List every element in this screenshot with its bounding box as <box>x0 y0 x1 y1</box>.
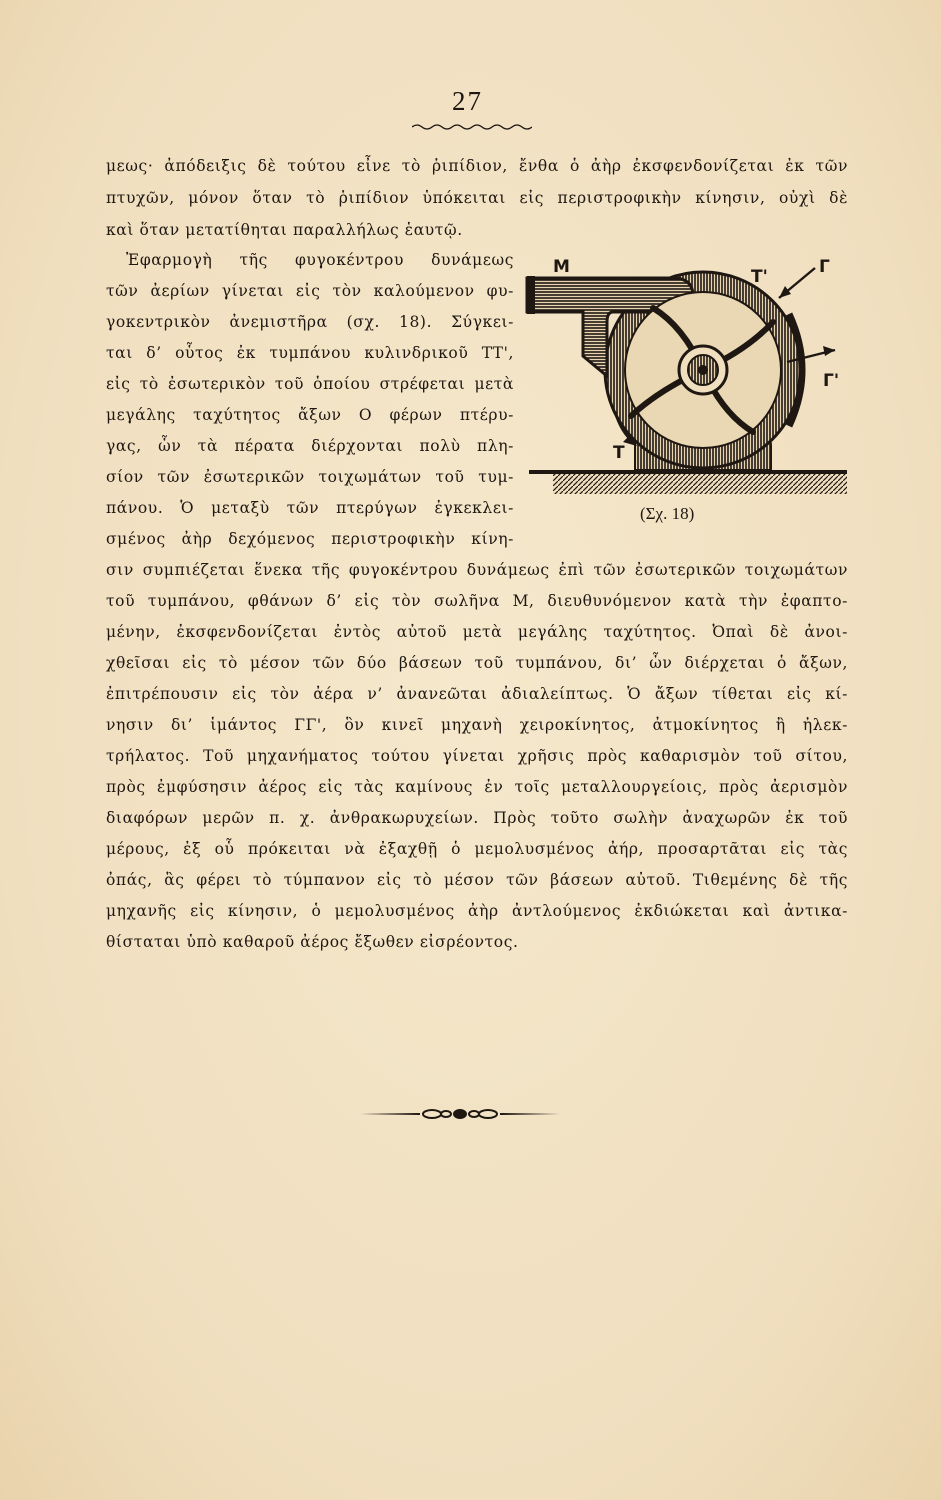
text-line: εἰς τὸ ἐσωτερικὸν τοῦ ὁποίου στρέφεται μετὰ <box>106 375 514 393</box>
text-line: μέρους, ἐξ οὗ πρόκειται νὰ ἐξαχθῇ ὁ μεμολυσμένος ἀήρ, προσαρτᾶται εἰς τὰς <box>106 840 848 858</box>
header-wavy-rule <box>412 122 532 132</box>
text-line: σμένος ἀὴρ δεχόμενος περιστροφικὴν κίνη- <box>106 530 514 548</box>
text-line: ὀπάς, ἃς φέρει τὸ τύμπανον εἰς τὸ μέσον τῶν βάσεων αὐτοῦ. Τιθεμένης δὲ τῆς <box>106 871 848 889</box>
text-line: μεγάλης ταχύτητος ἄξων Ο φέρων πτέρυ- <box>106 406 514 424</box>
text-line: τρήλατος. Τοῦ μηχανήματος τούτου γίνεται χρῆσις πρὸς καθαρισμὸν τοῦ σίτου, <box>106 747 848 765</box>
ornament-divider-icon <box>360 1104 560 1124</box>
page-number: 27 <box>452 86 483 116</box>
figure-caption: (Σχ. 18) <box>640 504 695 523</box>
text-line: τῶν ἀερίων γίνεται εἰς τὸν καλούμενον φυ- <box>106 282 514 300</box>
text-line: Ἐφαρμογὴ τῆς φυγοκέντρου δυνάμεως <box>126 251 514 269</box>
text-line: διαφόρων μερῶν π. χ. ἀνθρακωρυχείων. Πρὸς τοῦτο σωλὴν ἀναχωρῶν ἐκ τοῦ <box>106 809 848 827</box>
text-line: γοκεντρικὸν ἀνεμιστῆρα (σχ. 18). Σύγκει- <box>106 313 514 331</box>
text-line: σιν συμπιέζεται ἕνεκα τῆς φυγοκέντρου δυνάμεως ἐπὶ τῶν ἐσωτερικῶν τοιχωμάτων <box>106 561 848 579</box>
text-line: νησιν δι’ ἱμάντος ΓΓ', ὃν κινεῖ μηχανὴ χειροκίνητος, ἀτμοκίνητος ἢ ἠλεκ- <box>106 716 848 734</box>
text-line: θίσταται ὑπὸ καθαροῦ ἀέρος ἔξωθεν εἰσρέοντος. <box>106 933 519 951</box>
text-line: τοῦ τυμπάνου, φθάνων δ’ εἰς τὸν σωλῆνα Μ, διευθυνόμενον κατὰ τὴν ἐφαπτο- <box>106 592 848 610</box>
text-line: μένην, ἐκσφενδονίζεται ἐντὸς αὐτοῦ μετὰ μεγάλης ταχύτητος. Ὀπαὶ δὲ ἀνοι- <box>106 623 848 641</box>
text-line: χθεῖσαι εἰς τὸ μέσον τῶν δύο βάσεων τοῦ τυμπάνου, δι’ ὧν διέρχεται ὁ ἄξων, <box>106 654 848 672</box>
figure-label-m: M <box>553 257 570 277</box>
figure-label-t-prime: T' <box>751 267 768 287</box>
centrifugal-fan-figure <box>523 246 853 496</box>
figure-label-t: T <box>613 443 625 463</box>
text-line: γας, ὧν τὰ πέρατα διέρχονται πολὺ πλη- <box>106 437 514 455</box>
text-line: μεως· ἀπόδειξις δὲ τούτου εἶνε τὸ ῥιπίδιον, ἔνθα ὁ ἀὴρ ἐκσφενδονίζεται ἐκ τῶν <box>106 157 848 175</box>
text-line: ἐπιτρέπουσιν εἰς τὸν ἀέρα ν’ ἀνανεῶται ἀδιαλείπτως. Ὁ ἄξων τίθεται εἰς κί- <box>106 685 848 703</box>
text-line: ται δ’ οὗτος ἐκ τυμπάνου κυλινδρικοῦ ΤΤ', <box>106 344 514 362</box>
figure-label-gamma: Γ <box>819 257 830 277</box>
figure-label-gamma-prime: Γ' <box>823 371 840 391</box>
text-line: σίον τῶν ἐσωτερικῶν τοιχωμάτων τοῦ τυμ- <box>106 468 514 486</box>
text-line: μηχανῆς εἰς κίνησιν, ὁ μεμολυσμένος ἀὴρ ἀντλούμενος ἐκδιώκεται καὶ ἀντικα- <box>106 902 848 920</box>
text-line: καὶ ὅταν μετατίθηται παραλλήλως ἑαυτῷ. <box>106 221 463 239</box>
text-line: πάνου. Ὁ μεταξὺ τῶν πτερύγων ἐγκεκλει- <box>106 499 514 517</box>
text-line: πρὸς ἐμφύσησιν ἀέρος εἰς τὰς καμίνους ἐν τοῖς μεταλλουργείοις, πρὸς ἀερισμὸν <box>106 778 848 796</box>
text-line: πτυχῶν, μόνον ὅταν τὸ ῥιπίδιον ὑπόκειται εἰς περιστροφικὴν κίνησιν, οὐχὶ δὲ <box>106 189 848 207</box>
